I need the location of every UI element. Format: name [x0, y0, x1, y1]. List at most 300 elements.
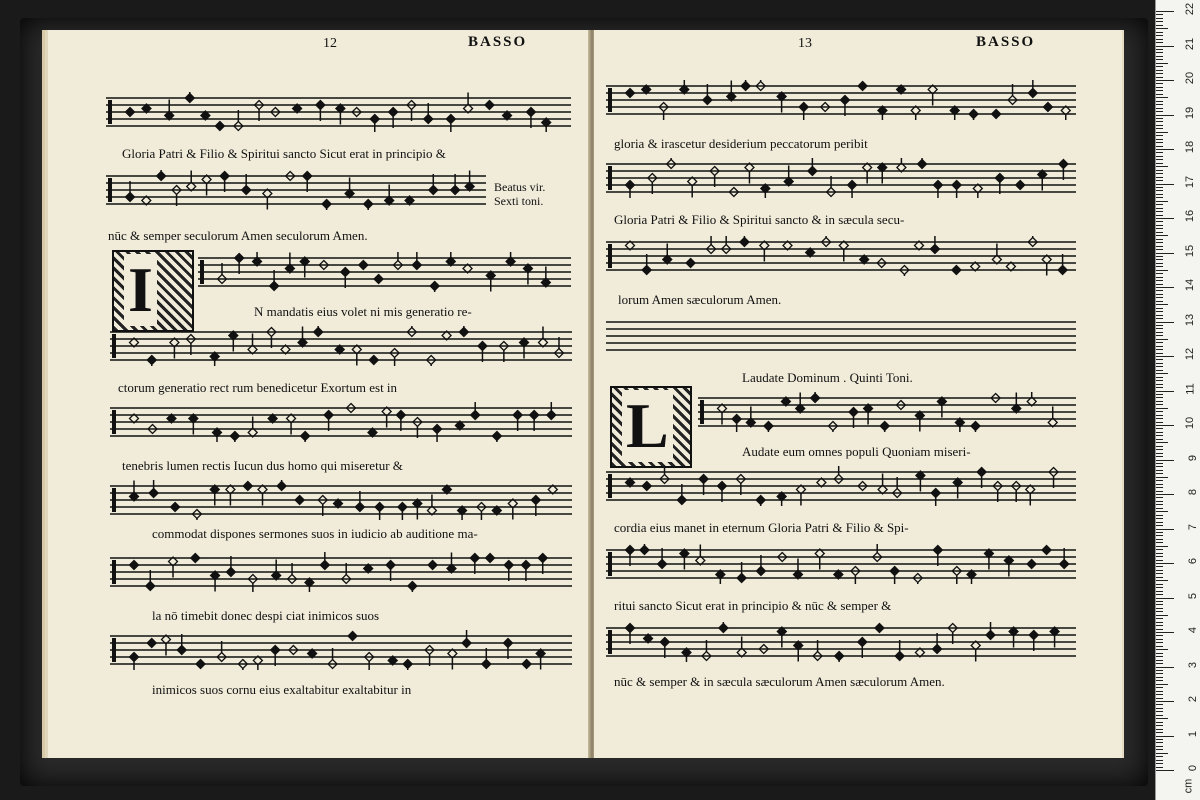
ruler-minor-tick	[1156, 118, 1163, 119]
note-head	[238, 660, 247, 671]
note-head	[451, 174, 460, 195]
ruler-minor-tick	[1156, 625, 1163, 626]
note-head	[858, 638, 867, 659]
note-head	[398, 503, 407, 521]
note-head	[355, 491, 364, 512]
ruler-minor-tick	[1156, 194, 1163, 195]
note-head	[626, 181, 635, 199]
note-head	[777, 92, 786, 113]
ruler-minor-tick	[1156, 711, 1163, 712]
ruler-minor-tick	[1156, 428, 1163, 429]
note-head	[165, 100, 174, 121]
ruler-minor-tick	[1156, 63, 1168, 64]
ruler-minor-tick	[1156, 715, 1163, 716]
note-head	[895, 640, 904, 661]
note-head	[707, 236, 716, 254]
ruler-minor-tick	[1156, 56, 1163, 57]
lyric-line: Gloria Patri & Filio & Spiritui sancto & in sæcula secu-	[614, 212, 905, 227]
ruler-minor-tick	[1156, 94, 1163, 95]
lyric-line: commodat dispones sermones suos in iudicio ab auditione ma-	[152, 526, 478, 541]
note-head	[126, 181, 135, 202]
ruler-minor-tick	[1156, 111, 1163, 112]
ruler-label: 21	[1183, 37, 1196, 50]
note-head	[187, 171, 196, 192]
ruler-minor-tick	[1156, 373, 1168, 374]
note-head	[1042, 546, 1051, 555]
clef-mark	[108, 178, 112, 202]
ruler-minor-tick	[1156, 635, 1163, 636]
lyric-line: N mandatis eius volet ni mis generatio re-	[254, 304, 472, 319]
note-head	[185, 92, 194, 103]
ruler-minor-tick	[1156, 763, 1163, 764]
ruler-minor-tick	[1156, 570, 1163, 571]
note-head	[393, 252, 402, 270]
ruler-minor-tick	[1156, 404, 1163, 405]
ruler-minor-tick	[1156, 277, 1163, 278]
ruler-minor-tick	[1156, 397, 1163, 398]
ruler-minor-tick	[1156, 59, 1163, 60]
note-head	[756, 555, 765, 576]
note-head	[530, 411, 539, 432]
ruler-minor-tick	[1156, 539, 1163, 540]
note-head	[716, 570, 725, 584]
clef-mark	[200, 260, 204, 284]
note-head	[834, 466, 843, 484]
ruler-minor-tick	[1156, 746, 1163, 747]
note-head	[427, 495, 436, 516]
ruler-minor-tick	[1156, 232, 1163, 233]
clef-mark	[112, 410, 116, 434]
note-head	[191, 554, 200, 563]
ruler-minor-tick	[1156, 560, 1163, 561]
ruler-label: 3	[1186, 661, 1199, 668]
note-head	[486, 554, 495, 563]
ruler-tick	[1156, 529, 1174, 530]
ruler-minor-tick	[1156, 18, 1163, 19]
note-head	[390, 349, 399, 367]
ruler-minor-tick	[1156, 442, 1168, 443]
note-head	[536, 649, 545, 670]
note-head	[186, 335, 195, 356]
note-head	[1027, 560, 1036, 569]
initial-letter: I	[124, 254, 157, 326]
note-head	[933, 546, 942, 567]
staff-line	[606, 158, 1076, 198]
note-head	[760, 241, 769, 262]
note-head	[827, 176, 836, 197]
note-head	[538, 554, 547, 575]
note-head	[808, 158, 817, 176]
note-head	[794, 641, 803, 662]
note-head	[741, 80, 750, 91]
note-head	[952, 567, 961, 585]
note-head	[1050, 627, 1059, 648]
ruler-minor-tick	[1156, 473, 1163, 474]
note-head	[427, 356, 436, 367]
ruler-minor-tick	[1156, 146, 1163, 147]
ruler-minor-tick	[1156, 325, 1163, 326]
ruler-minor-tick	[1156, 501, 1163, 502]
staff-line	[606, 466, 1076, 506]
ruler-minor-tick	[1156, 308, 1163, 309]
note-head	[171, 503, 180, 512]
clef-mark	[112, 638, 116, 662]
staff-line	[110, 480, 572, 520]
note-head	[318, 496, 327, 517]
note-head	[385, 185, 394, 206]
lyric-line: inimicos suos cornu eius exaltabitur exaltabitur in	[152, 682, 412, 697]
ruler-minor-tick	[1156, 235, 1168, 236]
note-head	[878, 163, 887, 184]
note-head	[408, 582, 417, 593]
note-head	[287, 414, 296, 435]
note-head	[270, 270, 279, 291]
note-head	[732, 415, 741, 433]
ruler-minor-tick	[1156, 173, 1163, 174]
note-head	[796, 485, 805, 506]
note-head	[430, 282, 439, 293]
ruler-tick	[1156, 287, 1174, 288]
note-head	[677, 484, 686, 505]
note-head	[745, 163, 754, 184]
ruler-minor-tick	[1156, 204, 1163, 205]
ruler-minor-tick	[1156, 125, 1163, 126]
ruler-minor-tick	[1156, 453, 1163, 454]
note-head	[301, 432, 310, 443]
ruler-label: 2	[1186, 695, 1199, 703]
ruler-minor-tick	[1156, 753, 1168, 754]
note-head	[849, 408, 858, 429]
right-page-header: BASSO	[976, 34, 1036, 50]
clef-mark	[608, 166, 612, 190]
ruler-minor-tick	[1156, 604, 1163, 605]
note-head	[300, 257, 309, 278]
note-head	[202, 175, 211, 196]
note-head	[890, 567, 899, 585]
note-head	[878, 474, 887, 495]
ruler-tick	[1156, 80, 1174, 81]
ruler-tick	[1156, 460, 1174, 461]
clef-mark	[608, 474, 612, 498]
note-head	[130, 561, 139, 570]
ruler-label: 12	[1183, 347, 1196, 361]
ruler-minor-tick	[1156, 411, 1163, 412]
ruler-tick	[1156, 736, 1174, 737]
note-head	[1012, 482, 1021, 503]
note-head	[447, 553, 456, 574]
staff-line	[198, 252, 571, 292]
ruler-label: 5	[1186, 592, 1199, 599]
note-head	[1008, 84, 1017, 105]
note-head	[950, 106, 959, 120]
ruler-minor-tick	[1156, 83, 1163, 84]
note-head	[485, 101, 494, 110]
note-head	[413, 499, 422, 520]
note-head	[626, 624, 635, 645]
ruler-minor-tick	[1156, 708, 1163, 709]
note-head	[345, 178, 354, 199]
ruler-minor-tick	[1156, 653, 1163, 654]
note-head	[554, 337, 563, 358]
ruler-minor-tick	[1156, 767, 1163, 768]
ruler-minor-tick	[1156, 646, 1163, 647]
ruler-minor-tick	[1156, 159, 1163, 160]
ruler-minor-tick	[1156, 642, 1163, 643]
decorated-initial	[112, 250, 194, 332]
ruler-minor-tick	[1156, 315, 1163, 316]
ruler-minor-tick	[1156, 284, 1163, 285]
ruler-minor-tick	[1156, 190, 1163, 191]
clef-mark	[108, 100, 112, 124]
note-head	[746, 407, 755, 428]
ruler-tick	[1156, 391, 1174, 392]
ruler-minor-tick	[1156, 466, 1163, 467]
ruler-label: 20	[1183, 71, 1196, 85]
note-head	[916, 471, 925, 492]
note-head	[147, 639, 156, 648]
note-head	[503, 639, 512, 660]
note-head	[864, 404, 873, 425]
ruler-minor-tick	[1156, 601, 1163, 602]
ruler-minor-tick	[1156, 422, 1163, 423]
ruler-minor-tick	[1156, 439, 1163, 440]
ruler-minor-tick	[1156, 135, 1163, 136]
note-head	[403, 660, 412, 671]
note-head	[396, 411, 405, 432]
side-note	[494, 180, 545, 208]
note-head	[969, 110, 978, 121]
note-head	[285, 253, 294, 274]
ruler-minor-tick	[1156, 622, 1163, 623]
note-head	[1038, 170, 1047, 191]
ruler-minor-tick	[1156, 170, 1163, 171]
note-head	[719, 622, 728, 633]
note-head	[1042, 255, 1051, 276]
ruler-minor-tick	[1156, 432, 1163, 433]
note-head	[230, 432, 239, 443]
note-head	[1048, 407, 1057, 428]
note-head	[993, 482, 1002, 503]
ruler-label: 6	[1186, 557, 1199, 565]
note-head	[1027, 392, 1036, 406]
clef-mark	[112, 334, 116, 358]
ruler-tick	[1156, 115, 1174, 116]
side-note-line: Sexti toni.	[494, 194, 544, 208]
note-head	[756, 496, 765, 507]
clef-mark	[608, 630, 612, 654]
staff-line	[110, 402, 572, 442]
note-head	[253, 252, 262, 266]
note-head	[407, 326, 416, 337]
note-head	[696, 545, 705, 566]
note-head	[370, 115, 379, 133]
ruler-label: 7	[1186, 523, 1199, 530]
empty-staff-line	[606, 316, 1076, 356]
note-head	[486, 271, 495, 292]
left-page	[48, 30, 590, 758]
ruler-minor-tick	[1156, 470, 1163, 471]
left-page-number: 12	[323, 36, 337, 51]
ruler-tick	[1156, 494, 1174, 495]
ruler-minor-tick	[1156, 577, 1163, 578]
ruler-minor-tick	[1156, 101, 1163, 102]
ruler-minor-tick	[1156, 311, 1163, 312]
note-head	[235, 254, 244, 275]
ruler-minor-tick	[1156, 342, 1163, 343]
note-head	[764, 422, 773, 433]
ruler-minor-tick	[1156, 663, 1163, 664]
note-head	[359, 261, 368, 270]
ruler-minor-tick	[1156, 346, 1163, 347]
note-head	[365, 653, 374, 671]
note-head	[756, 80, 765, 91]
note-head	[718, 404, 727, 425]
ruler-minor-tick	[1156, 32, 1163, 33]
note-head	[248, 575, 257, 593]
note-head	[971, 641, 980, 662]
note-head	[840, 96, 849, 117]
note-head	[478, 342, 487, 363]
note-head	[220, 172, 229, 193]
note-head	[626, 89, 635, 98]
ruler-minor-tick	[1156, 508, 1163, 509]
note-head	[386, 561, 395, 582]
note-head	[130, 653, 139, 671]
note-head	[1016, 181, 1025, 190]
note-head	[686, 259, 695, 268]
ruler-minor-tick	[1156, 446, 1163, 447]
ruler-tick	[1156, 425, 1174, 426]
ruler-unit: cm	[1182, 778, 1195, 794]
ruler-tick	[1156, 598, 1174, 599]
note-head	[169, 557, 178, 578]
note-head	[799, 103, 808, 121]
ruler-minor-tick	[1156, 225, 1163, 226]
ruler-minor-tick	[1156, 546, 1168, 547]
note-head	[878, 106, 887, 120]
ruler-minor-tick	[1156, 522, 1163, 523]
note-head	[1012, 393, 1021, 414]
note-head	[508, 499, 517, 520]
note-head	[324, 411, 333, 432]
note-head	[1028, 80, 1037, 98]
ruler-minor-tick	[1156, 14, 1163, 15]
ruler-tick	[1156, 563, 1174, 564]
note-head	[364, 200, 373, 211]
note-head	[177, 634, 186, 655]
ruler-minor-tick	[1156, 328, 1163, 329]
note-head	[499, 342, 508, 363]
note-head	[428, 561, 437, 570]
staff-line	[110, 630, 572, 670]
note-head	[648, 174, 657, 195]
ruler-minor-tick	[1156, 35, 1163, 36]
ruler-minor-tick	[1156, 525, 1163, 526]
note-head	[130, 481, 139, 502]
ruler-minor-tick	[1156, 480, 1163, 481]
ruler-minor-tick	[1156, 698, 1163, 699]
note-head	[1004, 556, 1013, 577]
note-head	[458, 506, 467, 520]
ruler-minor-tick	[1156, 25, 1163, 26]
note-head	[234, 110, 243, 131]
note-head	[520, 338, 529, 359]
note-head	[930, 236, 939, 254]
ruler-minor-tick	[1156, 256, 1163, 257]
note-head	[737, 637, 746, 658]
note-head	[811, 392, 820, 403]
note-head	[413, 418, 422, 439]
decorated-initial	[610, 386, 692, 468]
note-head	[680, 549, 689, 570]
note-head	[1058, 254, 1067, 275]
note-head	[680, 80, 689, 94]
clef-mark	[112, 488, 116, 512]
ruler-minor-tick	[1156, 729, 1163, 730]
ruler-minor-tick	[1156, 353, 1163, 354]
note-head	[848, 181, 857, 199]
ruler-minor-tick	[1156, 684, 1168, 685]
ruler-minor-tick	[1156, 142, 1163, 143]
ruler-minor-tick	[1156, 128, 1163, 129]
ruler-minor-tick	[1156, 722, 1163, 723]
ruler-minor-tick	[1156, 228, 1163, 229]
note-head	[288, 563, 297, 584]
note-head	[1026, 485, 1035, 506]
ruler-minor-tick	[1156, 732, 1163, 733]
clef-mark	[608, 88, 612, 112]
ruler-minor-tick	[1156, 270, 1168, 271]
ruler-minor-tick	[1156, 215, 1163, 216]
note-head	[796, 393, 805, 414]
ruler-minor-tick	[1156, 742, 1163, 743]
note-head	[243, 482, 252, 491]
ruler-minor-tick	[1156, 566, 1163, 567]
ruler-tick	[1156, 218, 1174, 219]
note-head	[1029, 631, 1038, 652]
note-head	[813, 640, 822, 661]
note-head	[933, 181, 942, 199]
note-head	[146, 570, 155, 591]
staff-line	[606, 622, 1076, 662]
note-head	[913, 574, 922, 585]
note-head	[425, 646, 434, 667]
note-head	[1043, 103, 1052, 112]
note-head	[126, 108, 135, 117]
note-head	[839, 241, 848, 262]
ruler-minor-tick	[1156, 491, 1163, 492]
note-head	[322, 200, 331, 211]
ruler-minor-tick	[1156, 208, 1163, 209]
note-head	[217, 641, 226, 662]
ruler-minor-tick	[1156, 487, 1163, 488]
note-head	[248, 417, 257, 438]
note-head	[880, 422, 889, 433]
note-head	[952, 181, 961, 199]
note-head	[482, 648, 491, 669]
note-head	[863, 163, 872, 184]
note-head	[992, 110, 1001, 119]
ruler-minor-tick	[1156, 221, 1163, 222]
ruler-minor-tick	[1156, 370, 1163, 371]
ruler-minor-tick	[1156, 418, 1163, 419]
note-head	[226, 485, 235, 506]
note-head	[992, 244, 1001, 265]
ruler-label: 4	[1186, 626, 1199, 634]
note-head	[189, 414, 198, 435]
note-head	[477, 503, 486, 521]
ruler-label: 16	[1183, 209, 1196, 223]
